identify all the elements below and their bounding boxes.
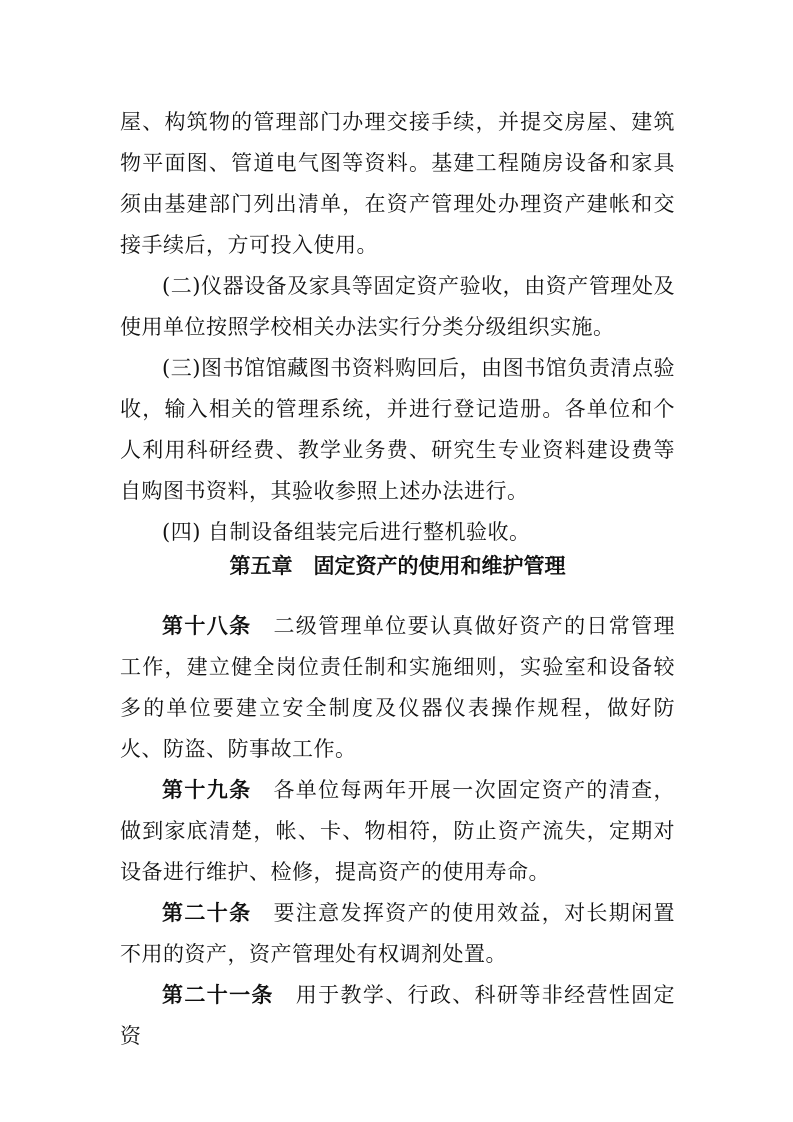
article-19-label: 第十九条 (162, 778, 252, 802)
article-18-text: 二级管理单位要认真做好资产的日常管理工作，建立健全岗位责任制和实施细则，实验室和设备较多的单位要建立安全制度及仪器仪表操作规程，做好防火、防盗、防事故工作。 (120, 614, 676, 761)
article-18-label: 第十八条 (162, 614, 252, 638)
acceptance-item-2: (二)仪器设备及家具等固定资产验收，由资产管理处及使用单位按照学校相关办法实行分类分级组织实施。 (120, 274, 675, 339)
acceptance-item-4: (四) 自制设备组装完后进行整机验收。 (162, 520, 531, 544)
article-21-label: 第二十一条 (162, 983, 274, 1007)
article-19-text: 各单位每两年开展一次固定资产的清查，做到家底清楚，帐、卡、物相符，防止资产流失，定期对设备进行维护、检修，提高资产的使用寿命。 (120, 778, 676, 884)
article-20 (120, 893, 675, 975)
article-20-label: 第二十条 (162, 901, 252, 925)
article-19 (120, 770, 675, 893)
article-20-text: 要注意发挥资产的使用效益，对长期闲置不用的资产，资产管理处有权调剂处置。 (120, 901, 676, 966)
chapter-heading: 第五章 固定资产的使用和维护管理 (229, 554, 566, 578)
acceptance-item-3: (三)图书馆馆藏图书资料购回后，由图书馆负责清点验收，输入相关的管理系统，并进行登记造册。各单位和个人利用科研经费、教学业务费、研究生专业资料建设费等自购图书资料，其验收参照上述办法进行。 (120, 356, 675, 503)
continuation-paragraph: 屋、构筑物的管理部门办理交接手续，并提交房屋、建筑物平面图、管道电气图等资料。基建工程随房设备和家具须由基建部门列出清单，在资产管理处办理资产建帐和交接手续后，方可投入使用。 (120, 110, 675, 257)
article-18 (120, 606, 675, 770)
article-21-text: 用于教学、行政、科研等非经营性固定资 (120, 983, 676, 1048)
article-21 (120, 975, 675, 1057)
